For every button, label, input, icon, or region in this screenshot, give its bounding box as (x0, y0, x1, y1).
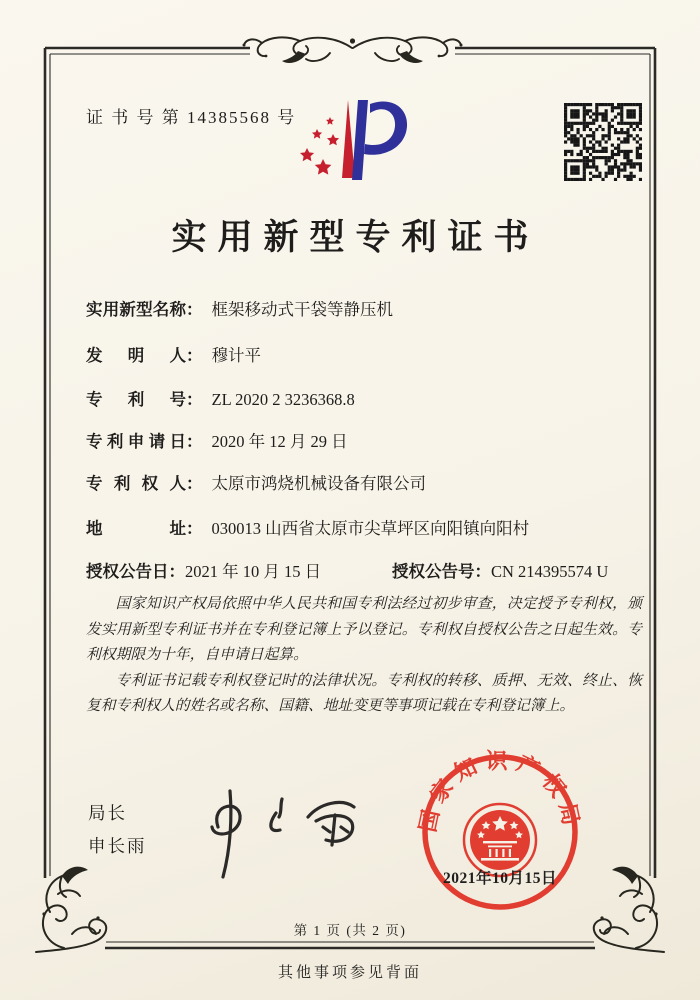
field-label: 实用新型名称 (86, 300, 186, 319)
field-label: 专利权人 (86, 474, 186, 493)
field-row-filing-date: 专利申请日： 2020 年 12 月 29 日 (86, 428, 348, 452)
certificate-number: 证 书 号 第 14385568 号 (86, 108, 297, 127)
field-row-patent-number: 专利号： ZL 2020 2 3236368.8 (86, 386, 355, 410)
certificate-title: 实用新型专利证书 (171, 218, 540, 257)
field-label: 专利申请日 (86, 432, 186, 451)
commissioner-title: 局长 (88, 803, 127, 823)
field-value: 穆计平 (211, 346, 261, 365)
commissioner-signature (190, 785, 370, 880)
field-value: ZL 2020 2 3236368.8 (211, 390, 355, 409)
grant-date-value: 2021 年 10 月 15 日 (185, 562, 322, 581)
bottom-right-ornament (594, 867, 664, 952)
commissioner-name: 申长雨 (88, 836, 147, 856)
field-label: 地址 (86, 519, 186, 538)
field-row-patentee: 专利权人： 太原市鸿烧机械设备有限公司 (86, 470, 426, 494)
qr-code (564, 103, 642, 181)
top-border-ornament (243, 37, 463, 63)
field-row-inventor: 发明人： 穆计平 (86, 342, 261, 366)
field-row-utility-model-name: 实用新型名称： 框架移动式干袋等静压机 (86, 296, 393, 320)
field-value: 030013 山西省太原市尖草坪区向阳镇向阳村 (211, 519, 530, 538)
legal-paragraph-1: 国家知识产权局依照中华人民共和国专利法经过初步审查，决定授予专利权，颁发实用新型专利证书并在专利登记簿上予以登记。专利权自授权公告之日起生效。专利权期限为十年，自申请日起算。 (86, 596, 642, 663)
field-row-address: 地址： 030013 山西省太原市尖草坪区向阳镇向阳村 (86, 515, 529, 539)
cnipa-logo-icon (292, 96, 418, 196)
grant-number-pair: 授权公告号：CN 214395574 U (392, 562, 609, 581)
field-value: 太原市鸿烧机械设备有限公司 (211, 474, 426, 493)
legal-text-block (86, 592, 642, 720)
page-number: 第 1 页 (共 2 页) (293, 923, 407, 938)
back-side-note: 其他事项参见背面 (277, 965, 422, 981)
grant-date-label: 授权公告日 (86, 562, 169, 581)
seal-text: 国家知识产权局 (414, 748, 586, 835)
seal-date: 2021年10月15日 (442, 870, 557, 887)
grant-number-label: 授权公告号 (392, 562, 475, 581)
field-label: 专利号 (86, 390, 186, 409)
field-value: 2020 年 12 月 29 日 (211, 432, 348, 451)
field-row-grant-announcement: 授权公告日：2021 年 10 月 15 日 授权公告号：CN 214395574 U (86, 558, 321, 582)
field-label: 发明人 (86, 346, 186, 365)
grant-number-value: CN 214395574 U (491, 562, 609, 581)
field-value: 框架移动式干袋等静压机 (211, 300, 393, 319)
bottom-left-ornament (36, 867, 106, 952)
legal-paragraph-2: 专利证书记载专利权登记时的法律状况。专利权的转移、质押、无效、终止、恢复和专利权人的姓名或名称、国籍、地址变更等事项记载在专利登记簿上。 (86, 672, 642, 714)
official-seal (408, 740, 592, 925)
